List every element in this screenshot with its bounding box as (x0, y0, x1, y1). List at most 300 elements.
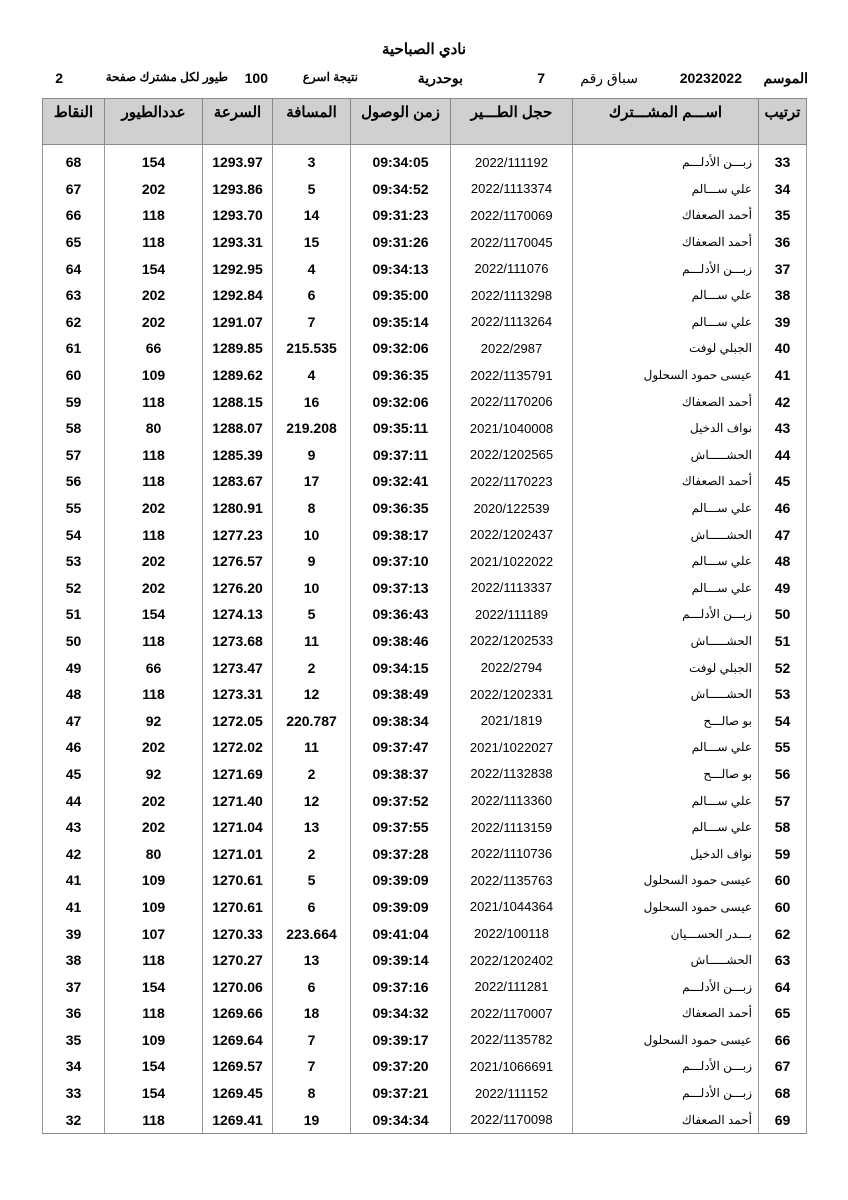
points-cell: 62 (43, 309, 105, 336)
ring-cell: 2022/1113264 (451, 309, 573, 336)
arrival-cell: 09:38:46 (351, 628, 451, 655)
speed-cell: 1293.31 (203, 229, 273, 256)
points-cell: 50 (43, 628, 105, 655)
birds-cell: 109 (105, 867, 203, 894)
birds-cell: 118 (105, 202, 203, 229)
speed-cell: 1289.85 (203, 335, 273, 362)
birds-cell: 109 (105, 894, 203, 921)
points-cell: 57 (43, 442, 105, 469)
distance-cell: 4 (273, 362, 351, 389)
table-row (43, 468, 807, 495)
ring-cell: 2022/1135791 (451, 362, 573, 389)
participant-cell: أحمد الصعفاك (573, 388, 759, 415)
participant-cell: عيسى حمود السحلول (573, 894, 759, 921)
speed-cell: 1288.15 (203, 388, 273, 415)
table-row (43, 176, 807, 203)
participant-cell: زبـــن الأدلـــم (573, 149, 759, 176)
participant-cell: زبـــن الأدلـــم (573, 255, 759, 282)
distance-cell: 8 (273, 495, 351, 522)
distance-cell: 6 (273, 973, 351, 1000)
speed-cell: 1271.04 (203, 814, 273, 841)
ring-cell: 2022/100118 (451, 920, 573, 947)
distance-cell: 19 (273, 1106, 351, 1133)
ring-cell: 2022/1202533 (451, 628, 573, 655)
rank-cell: 69 (759, 1106, 807, 1133)
participant-cell: زبـــن الأدلـــم (573, 973, 759, 1000)
speed-cell: 1276.20 (203, 575, 273, 602)
table-row (43, 867, 807, 894)
ring-cell: 2022/2794 (451, 654, 573, 681)
distance-cell: 9 (273, 548, 351, 575)
distance-cell: 220.787 (273, 707, 351, 734)
season-label: الموسم (763, 70, 808, 86)
rank-cell: 47 (759, 521, 807, 548)
ring-cell: 2022/1113298 (451, 282, 573, 309)
ring-cell: 2021/1819 (451, 707, 573, 734)
speed-cell: 1271.40 (203, 787, 273, 814)
speed-cell: 1292.84 (203, 282, 273, 309)
distance-cell: 8 (273, 1080, 351, 1107)
participant-cell: علي ســـالم (573, 575, 759, 602)
distance-cell: 11 (273, 734, 351, 761)
speed-cell: 1271.01 (203, 840, 273, 867)
arrival-cell: 09:39:14 (351, 947, 451, 974)
table-row (43, 761, 807, 788)
arrival-cell: 09:34:34 (351, 1106, 451, 1133)
rank-cell: 58 (759, 814, 807, 841)
ring-cell: 2022/111281 (451, 973, 573, 1000)
birds-cell: 118 (105, 947, 203, 974)
location: بوحدرية (417, 70, 463, 86)
arrival-cell: 09:31:23 (351, 202, 451, 229)
ring-cell: 2022/1135763 (451, 867, 573, 894)
participant-cell: الجبلي لوفت (573, 335, 759, 362)
birds-cell: 109 (105, 1027, 203, 1054)
birds-cell: 154 (105, 973, 203, 1000)
distance-cell: 10 (273, 575, 351, 602)
birds-cell: 118 (105, 521, 203, 548)
distance-cell: 7 (273, 1027, 351, 1054)
speed-cell: 1277.23 (203, 521, 273, 548)
rank-cell: 40 (759, 335, 807, 362)
rank-cell: 56 (759, 761, 807, 788)
rank-cell: 38 (759, 282, 807, 309)
table-row (43, 229, 807, 256)
points-cell: 46 (43, 734, 105, 761)
ring-cell: 2022/111152 (451, 1080, 573, 1107)
speed-cell: 1270.61 (203, 894, 273, 921)
table-row (43, 1053, 807, 1080)
points-cell: 34 (43, 1053, 105, 1080)
speed-cell: 1270.33 (203, 920, 273, 947)
table-row (43, 388, 807, 415)
points-cell: 48 (43, 681, 105, 708)
table-row (43, 309, 807, 336)
arrival-cell: 09:37:52 (351, 787, 451, 814)
distance-cell: 12 (273, 681, 351, 708)
participant-cell: علي ســـالم (573, 787, 759, 814)
arrival-cell: 09:31:26 (351, 229, 451, 256)
participant-cell: علي ســـالم (573, 548, 759, 575)
birds-cell: 118 (105, 628, 203, 655)
rank-cell: 33 (759, 149, 807, 176)
arrival-cell: 09:34:15 (351, 654, 451, 681)
table-row (43, 920, 807, 947)
speed-cell: 1293.97 (203, 149, 273, 176)
speed-cell: 1285.39 (203, 442, 273, 469)
ring-cell: 2022/2987 (451, 335, 573, 362)
ring-cell: 2022/1170098 (451, 1106, 573, 1133)
speed-cell: 1272.05 (203, 707, 273, 734)
arrival-cell: 09:37:20 (351, 1053, 451, 1080)
birds-cell: 202 (105, 176, 203, 203)
speed-cell: 1288.07 (203, 415, 273, 442)
arrival-cell: 09:35:14 (351, 309, 451, 336)
rank-cell: 37 (759, 255, 807, 282)
points-cell: 53 (43, 548, 105, 575)
arrival-cell: 09:41:04 (351, 920, 451, 947)
table-row (43, 548, 807, 575)
points-cell: 61 (43, 335, 105, 362)
distance-cell: 2 (273, 761, 351, 788)
ring-cell: 2022/1202437 (451, 521, 573, 548)
participant-cell: زبـــن الأدلـــم (573, 601, 759, 628)
birds-cell: 202 (105, 548, 203, 575)
points-cell: 36 (43, 1000, 105, 1027)
points-cell: 58 (43, 415, 105, 442)
points-cell: 63 (43, 282, 105, 309)
points-cell: 44 (43, 787, 105, 814)
arrival-cell: 09:32:06 (351, 335, 451, 362)
points-cell: 55 (43, 495, 105, 522)
points-cell: 42 (43, 840, 105, 867)
arrival-cell: 09:35:11 (351, 415, 451, 442)
participant-cell: علي ســـالم (573, 176, 759, 203)
ring-cell: 2022/1113374 (451, 176, 573, 203)
header-birds: عددالطيور (105, 99, 203, 145)
header-ring: حجل الطـــير (451, 99, 573, 145)
speed-cell: 1273.31 (203, 681, 273, 708)
birds-cell: 118 (105, 229, 203, 256)
rank-cell: 64 (759, 973, 807, 1000)
rank-cell: 49 (759, 575, 807, 602)
race-info (40, 70, 808, 92)
rank-cell: 46 (759, 495, 807, 522)
arrival-cell: 09:37:10 (351, 548, 451, 575)
race-number: 7 (537, 70, 545, 86)
rank-cell: 52 (759, 654, 807, 681)
table-row (43, 628, 807, 655)
header-arrival: زمن الوصول (351, 99, 451, 145)
participant-cell: علي ســـالم (573, 734, 759, 761)
arrival-cell: 09:34:05 (351, 149, 451, 176)
ring-cell: 2021/1066691 (451, 1053, 573, 1080)
birds-cell: 154 (105, 601, 203, 628)
table-row (43, 335, 807, 362)
table-row (43, 442, 807, 469)
participant-cell: أحمد الصعفاك (573, 202, 759, 229)
distance-cell: 5 (273, 176, 351, 203)
table-row (43, 894, 807, 921)
birds-cell: 202 (105, 495, 203, 522)
birds-cell: 154 (105, 149, 203, 176)
season-value: 20232022 (679, 70, 742, 86)
rank-cell: 63 (759, 947, 807, 974)
birds-cell: 154 (105, 1053, 203, 1080)
rank-cell: 67 (759, 1053, 807, 1080)
birds-cell: 80 (105, 840, 203, 867)
arrival-cell: 09:36:43 (351, 601, 451, 628)
points-cell: 45 (43, 761, 105, 788)
birds-cell: 92 (105, 761, 203, 788)
participant-cell: علي ســـالم (573, 814, 759, 841)
ring-cell: 2022/1135782 (451, 1027, 573, 1054)
rank-cell: 57 (759, 787, 807, 814)
points-cell: 32 (43, 1106, 105, 1133)
speed-cell: 1274.13 (203, 601, 273, 628)
ring-cell: 2022/1170045 (451, 229, 573, 256)
participant-cell: علي ســـالم (573, 282, 759, 309)
rank-cell: 35 (759, 202, 807, 229)
speed-cell: 1270.06 (203, 973, 273, 1000)
distance-cell: 12 (273, 787, 351, 814)
participant-cell: عيسى حمود السحلول (573, 362, 759, 389)
arrival-cell: 09:32:06 (351, 388, 451, 415)
birds-cell: 202 (105, 282, 203, 309)
distance-cell: 15 (273, 229, 351, 256)
distance-cell: 219.208 (273, 415, 351, 442)
distance-cell: 11 (273, 628, 351, 655)
rank-cell: 36 (759, 229, 807, 256)
points-cell: 51 (43, 601, 105, 628)
page-number: 2 (55, 70, 63, 86)
rank-cell: 66 (759, 1027, 807, 1054)
arrival-cell: 09:37:47 (351, 734, 451, 761)
speed-cell: 1269.64 (203, 1027, 273, 1054)
rank-cell: 45 (759, 468, 807, 495)
table-row (43, 202, 807, 229)
distance-cell: 17 (273, 468, 351, 495)
arrival-cell: 09:38:17 (351, 521, 451, 548)
ring-cell: 2022/1170069 (451, 202, 573, 229)
participant-cell: الجبلي لوفت (573, 654, 759, 681)
distance-cell: 2 (273, 840, 351, 867)
points-cell: 52 (43, 575, 105, 602)
arrival-cell: 09:38:34 (351, 707, 451, 734)
birds-cell: 202 (105, 309, 203, 336)
club-title: نادي الصباحية (381, 41, 467, 58)
participant-cell: علي ســـالم (573, 309, 759, 336)
distance-cell: 223.664 (273, 920, 351, 947)
rank-cell: 34 (759, 176, 807, 203)
table-row (43, 1000, 807, 1027)
points-cell: 60 (43, 362, 105, 389)
ring-cell: 2020/122539 (451, 495, 573, 522)
ring-cell: 2021/1040008 (451, 415, 573, 442)
rank-cell: 44 (759, 442, 807, 469)
table-row (43, 495, 807, 522)
arrival-cell: 09:37:13 (351, 575, 451, 602)
points-cell: 38 (43, 947, 105, 974)
birds-cell: 154 (105, 255, 203, 282)
per-label: طيور لكل مشترك صفحة (105, 70, 228, 84)
distance-cell: 13 (273, 814, 351, 841)
ring-cell: 2022/1170007 (451, 1000, 573, 1027)
birds-cell: 202 (105, 787, 203, 814)
arrival-cell: 09:37:21 (351, 1080, 451, 1107)
birds-cell: 202 (105, 734, 203, 761)
table-row (43, 255, 807, 282)
arrival-cell: 09:38:49 (351, 681, 451, 708)
ring-cell: 2021/1044364 (451, 894, 573, 921)
birds-cell: 109 (105, 362, 203, 389)
distance-cell: 5 (273, 601, 351, 628)
distance-cell: 215.535 (273, 335, 351, 362)
ring-cell: 2021/1022022 (451, 548, 573, 575)
ring-cell: 2022/1202565 (451, 442, 573, 469)
distance-cell: 3 (273, 149, 351, 176)
distance-cell: 7 (273, 1053, 351, 1080)
arrival-cell: 09:36:35 (351, 362, 451, 389)
result-label: نتيجة اسرع (302, 70, 358, 84)
distance-cell: 18 (273, 1000, 351, 1027)
table-row (43, 681, 807, 708)
header-rank: ترتيب (759, 99, 807, 145)
table-row (43, 282, 807, 309)
participant-cell: الحشـــــاش (573, 628, 759, 655)
distance-cell: 16 (273, 388, 351, 415)
birds-cell: 80 (105, 415, 203, 442)
arrival-cell: 09:35:00 (351, 282, 451, 309)
points-cell: 56 (43, 468, 105, 495)
participant-cell: زبـــن الأدلـــم (573, 1053, 759, 1080)
rank-cell: 68 (759, 1080, 807, 1107)
table-row (43, 1080, 807, 1107)
arrival-cell: 09:37:28 (351, 840, 451, 867)
arrival-cell: 09:38:37 (351, 761, 451, 788)
ring-cell: 2022/1113159 (451, 814, 573, 841)
participant-cell: عيسى حمود السحلول (573, 867, 759, 894)
birds-cell: 154 (105, 1080, 203, 1107)
points-cell: 54 (43, 521, 105, 548)
points-cell: 43 (43, 814, 105, 841)
arrival-cell: 09:37:11 (351, 442, 451, 469)
race-label: سباق رقم (580, 70, 638, 86)
speed-cell: 1292.95 (203, 255, 273, 282)
speed-cell: 1270.27 (203, 947, 273, 974)
birds-cell: 118 (105, 1000, 203, 1027)
rank-cell: 54 (759, 707, 807, 734)
participant-cell: أحمد الصعفاك (573, 1000, 759, 1027)
ring-cell: 2022/111192 (451, 149, 573, 176)
distance-cell: 13 (273, 947, 351, 974)
ring-cell: 2022/1202402 (451, 947, 573, 974)
participant-cell: بو صالـــح (573, 707, 759, 734)
distance-cell: 2 (273, 654, 351, 681)
distance-cell: 6 (273, 282, 351, 309)
ring-cell: 2022/111189 (451, 601, 573, 628)
arrival-cell: 09:39:09 (351, 867, 451, 894)
speed-cell: 1283.67 (203, 468, 273, 495)
speed-cell: 1269.45 (203, 1080, 273, 1107)
rank-cell: 43 (759, 415, 807, 442)
speed-cell: 1293.86 (203, 176, 273, 203)
speed-cell: 1269.57 (203, 1053, 273, 1080)
points-cell: 59 (43, 388, 105, 415)
rank-cell: 65 (759, 1000, 807, 1027)
table-row (43, 521, 807, 548)
rank-cell: 62 (759, 920, 807, 947)
speed-cell: 1269.66 (203, 1000, 273, 1027)
participant-cell: أحمد الصعفاك (573, 1106, 759, 1133)
points-cell: 66 (43, 202, 105, 229)
arrival-cell: 09:39:17 (351, 1027, 451, 1054)
distance-cell: 6 (273, 894, 351, 921)
result-count: 100 (244, 70, 268, 86)
birds-cell: 107 (105, 920, 203, 947)
header-distance: المسافة (273, 99, 351, 145)
ring-cell: 2022/1170206 (451, 388, 573, 415)
distance-cell: 4 (273, 255, 351, 282)
rank-cell: 59 (759, 840, 807, 867)
arrival-cell: 09:34:13 (351, 255, 451, 282)
rank-cell: 41 (759, 362, 807, 389)
table-row (43, 1106, 807, 1133)
table-row (43, 707, 807, 734)
rank-cell: 55 (759, 734, 807, 761)
table-row (43, 1027, 807, 1054)
speed-cell: 1273.68 (203, 628, 273, 655)
ring-cell: 2022/1110736 (451, 840, 573, 867)
birds-cell: 118 (105, 388, 203, 415)
birds-cell: 92 (105, 707, 203, 734)
birds-cell: 118 (105, 1106, 203, 1133)
points-cell: 37 (43, 973, 105, 1000)
header-participant: اســـم المشـــترك (573, 99, 759, 145)
table-row (43, 654, 807, 681)
results-table (42, 98, 807, 1134)
ring-cell: 2021/1022027 (451, 734, 573, 761)
distance-cell: 9 (273, 442, 351, 469)
participant-cell: الحشـــــاش (573, 947, 759, 974)
table-row (43, 947, 807, 974)
ring-cell: 2022/1170223 (451, 468, 573, 495)
participant-cell: أحمد الصعفاك (573, 229, 759, 256)
points-cell: 41 (43, 867, 105, 894)
ring-cell: 2022/1113337 (451, 575, 573, 602)
points-cell: 39 (43, 920, 105, 947)
arrival-cell: 09:34:32 (351, 1000, 451, 1027)
table-row (43, 840, 807, 867)
points-cell: 67 (43, 176, 105, 203)
rank-cell: 60 (759, 867, 807, 894)
table-row (43, 601, 807, 628)
birds-cell: 66 (105, 335, 203, 362)
header-speed: السرعة (203, 99, 273, 145)
table-row (43, 973, 807, 1000)
table-row (43, 814, 807, 841)
rank-cell: 51 (759, 628, 807, 655)
birds-cell: 202 (105, 814, 203, 841)
arrival-cell: 09:37:55 (351, 814, 451, 841)
speed-cell: 1271.69 (203, 761, 273, 788)
ring-cell: 2022/1202331 (451, 681, 573, 708)
arrival-cell: 09:32:41 (351, 468, 451, 495)
rank-cell: 53 (759, 681, 807, 708)
ring-cell: 2022/1113360 (451, 787, 573, 814)
table-row (43, 575, 807, 602)
participant-cell: الحشـــــاش (573, 521, 759, 548)
